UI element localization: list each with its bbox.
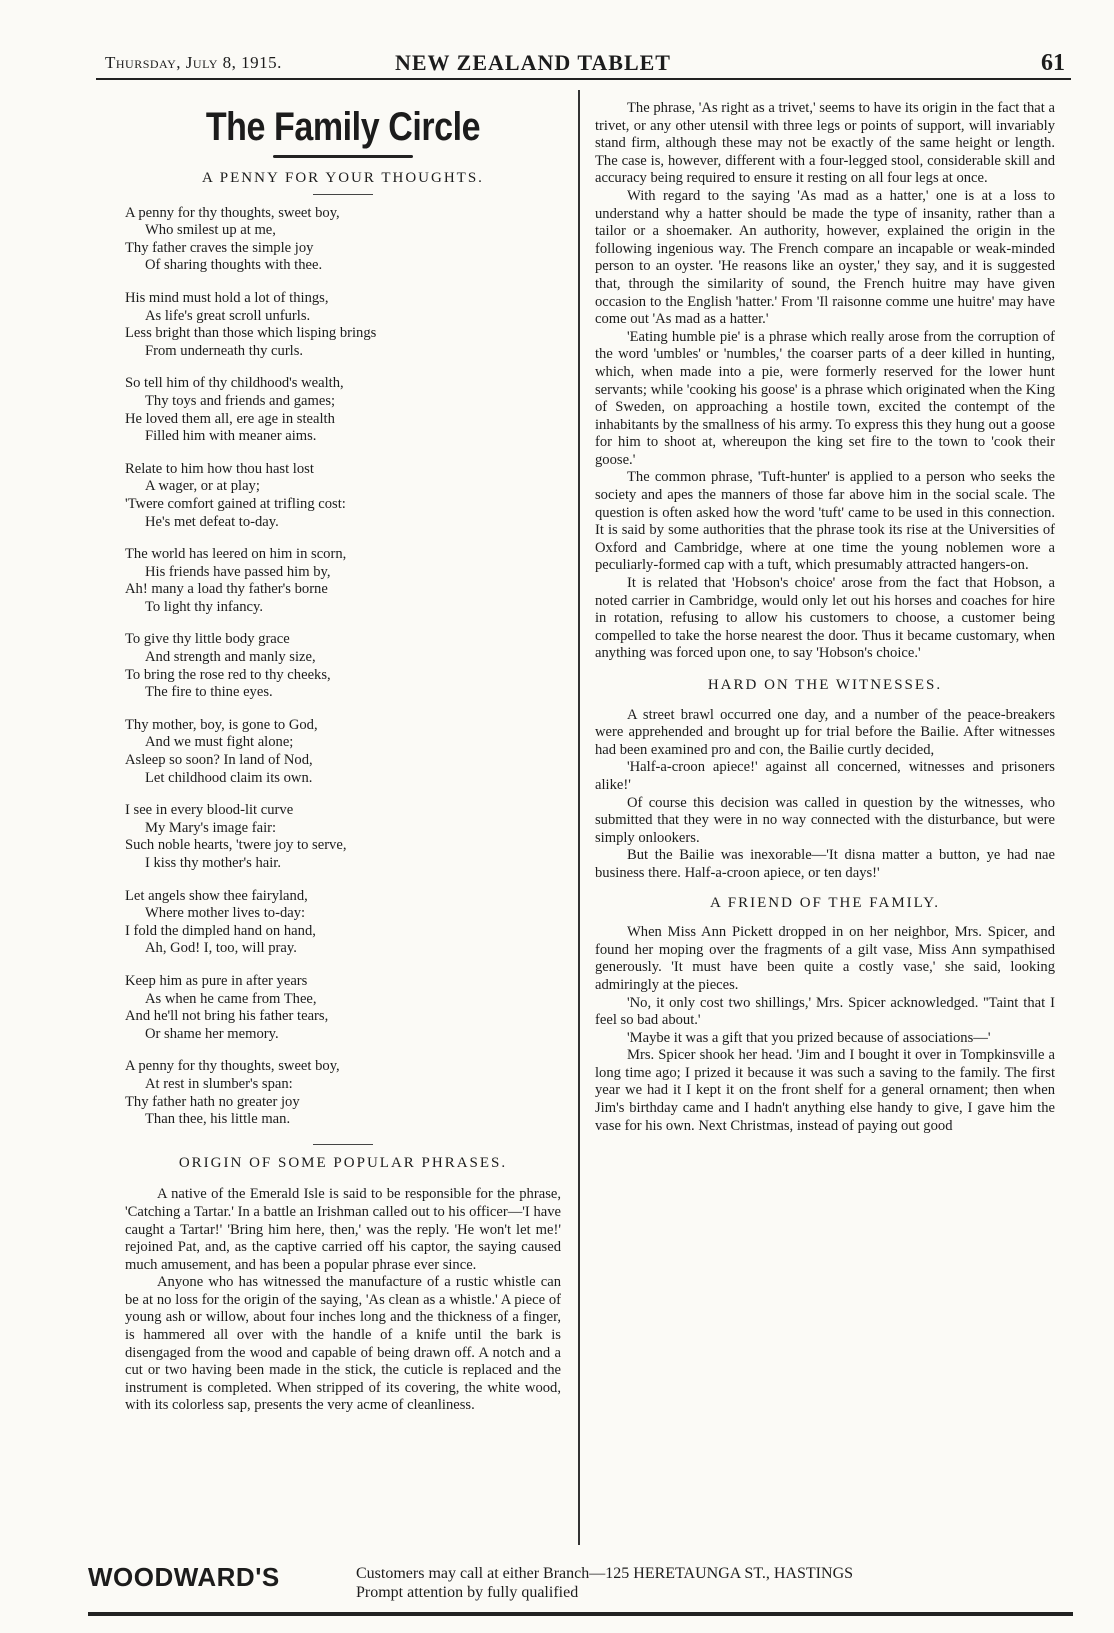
right-column <box>595 100 1055 1135</box>
poem-stanza <box>125 1058 561 1128</box>
poem-line: Ah! many a load thy father's borne <box>125 581 328 598</box>
poem-stanza <box>125 546 561 616</box>
advert-line-1: Customers may call at either Branch—125 HERETAUNGA ST., HASTINGS <box>356 1565 854 1582</box>
poem-line: I kiss thy mother's hair. <box>145 855 281 871</box>
poem-line: Or shame her memory. <box>145 1025 279 1042</box>
paragraph: But the Bailie was inexorable—'It disna matter a button, ye had nae business there. Half-a-croon apiece, or ten days!' <box>595 847 1055 881</box>
poem-stanza <box>125 461 561 531</box>
poem-stanza <box>125 973 561 1043</box>
poem-line: His friends have passed him by, <box>145 563 331 580</box>
poem-line: At rest in slumber's span: <box>145 1075 293 1092</box>
paragraph: 'No, it only cost two shillings,' Mrs. Spicer acknowledged. ''Taint that I feel so bad about.' <box>595 994 1055 1029</box>
footer-rule <box>88 1612 1073 1616</box>
poem-line: He's met defeat to-day. <box>145 513 279 530</box>
poem-line: I see in every blood-lit curve <box>125 802 294 819</box>
paragraph: A street brawl occurred one day, and a number of the peace-breakers were apprehended and brought up for trial before the Bailie. After witnesses had been examined pro and con, the Bailie curtly decided, <box>595 706 1055 758</box>
poem-line: To bring the rose red to thy cheeks, <box>125 666 331 683</box>
column-divider <box>578 90 580 1545</box>
poem-line: The world has leered on him in scorn, <box>125 546 347 563</box>
poem-line: Ah, God! I, too, will pray. <box>145 940 297 957</box>
poem-line: Thy father craves the simple joy <box>125 239 314 256</box>
poem-line: As life's great scroll unfurls. <box>145 307 311 324</box>
poem-rule <box>313 194 373 195</box>
poem-line: Keep him as pure in after years <box>125 972 308 989</box>
poem-line: Thy toys and friends and games; <box>145 392 336 409</box>
poem-line: Where mother lives to-day: <box>145 905 306 922</box>
friend-heading: A FRIEND OF THE FAMILY. <box>710 894 940 911</box>
poem-stanza <box>125 205 561 275</box>
poem-line: His mind must hold a lot of things, <box>125 289 329 306</box>
left-column <box>125 95 561 1415</box>
publication-title: NEW ZEALAND TABLET <box>395 50 671 75</box>
poem-line: And strength and manly size, <box>145 649 316 666</box>
origin-text-left <box>125 1186 561 1415</box>
poem-line: And we must fight alone; <box>145 734 294 751</box>
poem-line: Such noble hearts, 'twere joy to serve, <box>125 837 347 854</box>
poem-stanza <box>125 375 561 445</box>
poem-line: Than thee, his little man. <box>145 1111 291 1128</box>
advertisement-footer <box>88 1562 1073 1622</box>
paragraph: Anyone who has witnessed the manufacture of a rustic whistle can be at no loss for the origin of the saying, 'As clean as a whistle.' A piece of young ash or willow, about four inches long and the thickness of a finger, is hammered all over with the handle of a knife until the bark is disengaged from the wood and capable of being drawn off. A notch and a cut or two having been made in the stick, the cuticle is replaced and the instrument is completed. When stripped of its covering, the white wood, with its colorless sap, presents the very acme of cleanliness. <box>125 1274 561 1414</box>
poem-line: A penny for thy thoughts, sweet boy, <box>125 1058 340 1075</box>
paragraph: The phrase, 'As right as a trivet,' seems to have its origin in the fact that a trivet, or any other utensil with three legs or points of support, will invariably stand firm, although these may not be exactly of the same height or length. The case is, however, different with a four-legged stool, considerable skill and accuracy being required to ensure it resting on all four legs at once. <box>595 100 1055 187</box>
poem-line: A penny for thy thoughts, sweet boy, <box>125 204 340 221</box>
poem-line: Filled him with meaner aims. <box>145 428 317 445</box>
poem-line: Asleep so soon? In land of Nod, <box>125 752 313 769</box>
witnesses-text <box>595 707 1055 883</box>
poem-stanza <box>125 888 561 958</box>
masthead <box>105 50 1065 80</box>
paragraph: 'Maybe it was a gift that you prized because of associations—' <box>627 1029 991 1046</box>
poem-line: To give thy little body grace <box>125 631 290 648</box>
paragraph: The common phrase, 'Tuft-hunter' is applied to a person who seeks the society and apes the manners of those far above him in the social scale. The question is often asked how the word 'tuft' came to be used in this connection. It is said by some authorities that the phrase took its rise at the Universities of Oxford and Cambridge, where at one time the young noblemen wore a peculiarly-formed cap with a tuft, which presumably attracted hangers-on. <box>595 469 1055 574</box>
paragraph: Mrs. Spicer shook her head. 'Jim and I bought it over in Tompkinsville a long time ago; I prized it because it was such a saving to the family. The first year we had it I kept it on the front shelf for a general ornament; then when Jim's birthday came and I hadn't anything else handy to give, I gave him the vase for his own. Next Christmas, instead of paying out good <box>595 1047 1055 1134</box>
title-ornament <box>273 155 413 158</box>
page-number: 61 <box>1041 50 1065 76</box>
origin-heading: ORIGIN OF SOME POPULAR PHRASES. <box>178 1154 508 1171</box>
poem-line: The fire to thine eyes. <box>145 684 273 701</box>
poem-stanza <box>125 802 561 872</box>
poem-line: Thy mother, boy, is gone to God, <box>125 716 318 733</box>
poem-line: Of sharing thoughts with thee. <box>145 257 323 274</box>
origin-rule <box>313 1144 373 1145</box>
poem-line: Who smilest up at me, <box>145 222 276 239</box>
poem-line: Let angels show thee fairyland, <box>125 887 308 904</box>
paragraph: 'Half-a-croon apiece!' against all concerned, witnesses and prisoners alike!' <box>595 759 1055 793</box>
poem-line: A wager, or at play; <box>145 478 260 495</box>
advert-line-2: Prompt attention by fully qualified <box>356 1584 579 1601</box>
paragraph: Of course this decision was called in question by the witnesses, who submitted that they were in no way connected with the disturbance, but were simply onlookers. <box>595 794 1055 846</box>
poem-line: Relate to him how thou hast lost <box>125 460 314 477</box>
section-title: The Family Circle <box>205 105 481 149</box>
friend-text <box>595 924 1055 1135</box>
poem-line: 'Twere comfort gained at trifling cost: <box>125 495 346 512</box>
poem-line: I fold the dimpled hand on hand, <box>125 922 316 939</box>
paragraph: When Miss Ann Pickett dropped in on her neighbor, Mrs. Spicer, and found her moping over the fragments of a gilt vase, Miss Ann sympathised generously. 'It must have been quite a costly vase,' she said, looking admiringly at the pieces. <box>595 924 1055 993</box>
poem-line: So tell him of thy childhood's wealth, <box>125 375 344 392</box>
poem-line: As when he came from Thee, <box>145 990 317 1007</box>
origin-text-right <box>595 100 1055 663</box>
poem-line: And he'll not bring his father tears, <box>125 1008 329 1025</box>
poem-line: Less bright than those which lisping brings <box>125 325 377 342</box>
poem-title: A PENNY FOR YOUR THOUGHTS. <box>202 170 484 186</box>
advert-text <box>356 1564 1076 1602</box>
poem-line: Thy father hath no greater joy <box>125 1093 300 1110</box>
poem-line: Let childhood claim its own. <box>145 769 313 786</box>
poem-stanza <box>125 631 561 701</box>
poem-stanza <box>125 717 561 787</box>
poem-body <box>125 205 561 1129</box>
masthead-rule <box>96 78 1071 80</box>
witnesses-heading: HARD ON THE WITNESSES. <box>707 677 943 693</box>
issue-date: Thursday, July 8, 1915. <box>105 53 282 72</box>
poem-line: He loved them all, ere age in stealth <box>125 410 335 427</box>
poem-line: My Mary's image fair: <box>145 819 277 836</box>
paragraph: It is related that 'Hobson's choice' arose from the fact that Hobson, a noted carrier in Cambridge, would only let out his horses and coaches for hire in rotation, refusing to allow his customers to choose, a customer being compelled to take the horse nearest the door. Thus it became customary, when anything was forced upon one, to say 'Hobson's choice.' <box>595 575 1055 662</box>
paragraph: A native of the Emerald Isle is said to be responsible for the phrase, 'Catching a Tartar.' In a battle an Irishman called out to his officer—'I have caught a Tartar!' 'Bring him here, then,' was the reply. 'He won't let me!' rejoined Pat, and, as the captive carried off his captor, the saying caused much amusement, and has been a popular phrase ever since. <box>125 1186 561 1273</box>
poem-stanza <box>125 290 561 360</box>
paragraph: 'Eating humble pie' is a phrase which really arose from the corruption of the word 'umbles' or 'numbles,' the coarser parts of a deer killed in hunting, which, when made into a pie, were formerly reserved for the lower hunt servants; while 'cooking his goose' is a phrase which originated when the King of Sweden, on approaching a hostile town, excited the contempt of the inhabitants by the smallness of his army. To express this they hung out a goose for him to shoot at, whereupon the king set fire to the town to 'cook their goose.' <box>595 328 1055 468</box>
paragraph: With regard to the saying 'As mad as a hatter,' one is at a loss to understand why a hatter should be made the type of insanity, rather than a tailor or a shoemaker. An authority, however, explained the origin in the following ingenious way. The French compare an incapable or weak-minded person to an oyster. 'He reasons like an oyster,' they say, and it is suggested that, through the similarity of sound, the French huitre may have given occasion to the English 'hatter.' From 'Il raisonne comme une huitre' may have come out 'As mad as a hatter.' <box>595 187 1055 328</box>
poem-line: From underneath thy curls. <box>145 342 304 359</box>
poem-line: To light thy infancy. <box>145 598 264 615</box>
advert-brand: WOODWARD'S <box>88 1562 280 1592</box>
